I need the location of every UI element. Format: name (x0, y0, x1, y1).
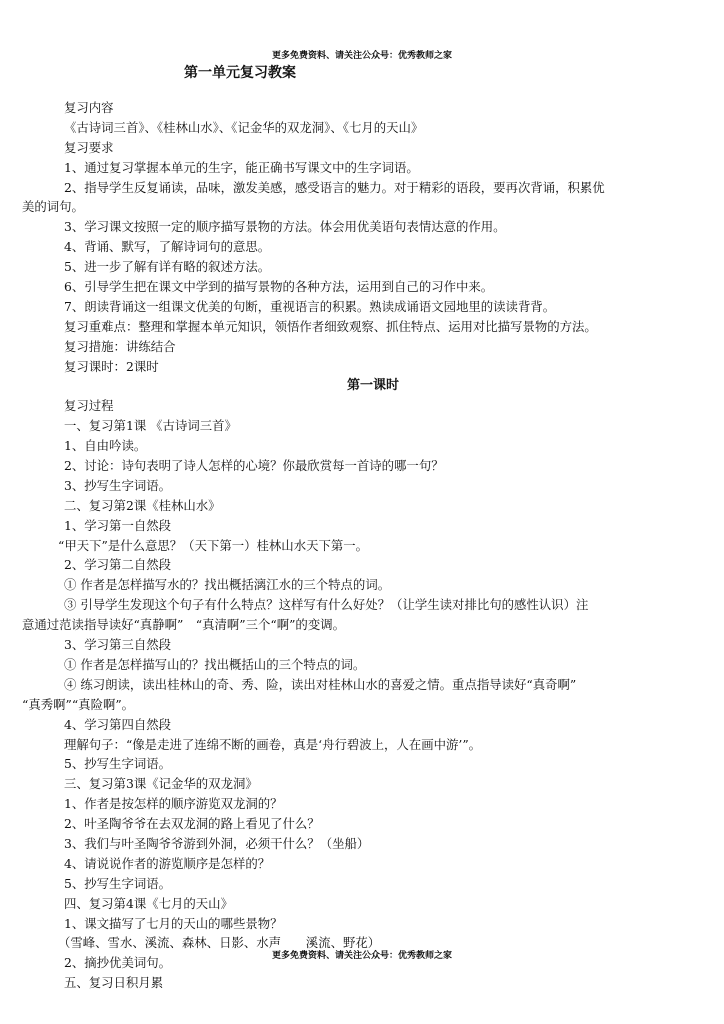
section-3-item: 2、叶圣陶爷爷在去双龙洞的路上看见了什么？ (64, 816, 320, 832)
section-1-item: 1、自由吟读。 (64, 438, 147, 454)
section-2-para-2: 2、学习第二自然段 (64, 557, 172, 573)
section-2-para-1: 1、学习第一自然段 (64, 517, 172, 533)
section-2-para-2-b: ③ 引导学生发现这个句子有什么特点？这样写有什么好处？（让学生读对排比句的感性认识）注 (64, 597, 589, 613)
lesson-list: 《古诗词三首》、《桂林山水》、《记金华的双龙洞》、《七月的天山》 (64, 119, 424, 135)
review-hours: 复习课时：2课时 (64, 358, 159, 374)
section-2-para-2-b-cont: 意通过范读指导读好“真静啊” “真清啊”三个“啊”的变调。 (22, 617, 345, 633)
section-2-para-2-a: ① 作者是怎样描写水的？找出概括漓江水的三个特点的词。 (64, 577, 391, 593)
requirement-6: 6、引导学生把在课文中学到的描写景物的各种方法，运用到自己的习作中来。 (64, 279, 494, 295)
requirement-2: 2、指导学生反复诵读，品味，激发美感，感受语言的魅力。对于精彩的语段，要再次背诵，积累优 (64, 179, 605, 195)
document-body (22, 98, 708, 993)
requirement-3: 3、学习课文按照一定的顺序描写景物的方法。体会用优美语句表情达意的作用。 (64, 219, 506, 235)
content-label: 复习内容 (64, 100, 114, 115)
section-3-item: 4、请说说作者的游览顺序是怎样的？ (64, 855, 271, 871)
section-5-title: 五、复习日积月累 (64, 975, 164, 991)
section-2-para-3: 3、学习第三自然段 (64, 637, 172, 653)
section-2-para-4-a: 理解句子：“像是走进了连绵不断的画卷，真是‘舟行碧波上，人在画中游’”。 (64, 736, 482, 752)
requirement-1: 1、通过复习掌握本单元的生字，能正确书写课文中的生字词语。 (64, 159, 419, 175)
requirement-4: 4、背诵、默写，了解诗词句的意思。 (64, 239, 271, 255)
section-3-title: 三、复习第3课《记金华的双龙洞》 (64, 776, 258, 792)
section-4-question-2: 2、摘抄优美词句。 (64, 955, 172, 971)
process-label: 复习过程 (64, 398, 114, 414)
section-2-para-4: 4、学习第四自然段 (64, 716, 172, 732)
section-2-title: 二、复习第2课《桂林山水》 (64, 497, 221, 513)
section-1-item: 3、抄写生字词语。 (64, 477, 172, 493)
requirement-7: 7、朗读背诵这一组课文优美的句断，重视语言的积累。熟读成诵语文园地里的读读背背。 (64, 298, 556, 314)
section-4-title: 四、复习第4课《七月的天山》 (64, 895, 233, 911)
section-2-para-5: 5、抄写生字词语。 (64, 756, 172, 772)
section-3-item: 5、抄写生字词语。 (64, 875, 172, 891)
section-4-question-1: 1、课文描写了七月的天山的哪些景物？ (64, 915, 283, 931)
footer-note: 更多免费资料、请关注公众号：优秀教师之家 (271, 951, 452, 961)
requirement-2-cont: 美的词句。 (22, 199, 84, 215)
section-2-para-1-question: “甲天下”是什么意思？（天下第一）桂林山水天下第一。 (58, 537, 369, 553)
section-2-para-3-a: ① 作者是怎样描写山的？找出概括山的三个特点的词。 (64, 656, 366, 672)
section-1-title: 一、复习第1课 《古诗词三首》 (64, 418, 237, 434)
lesson-heading: 第一课时 (347, 378, 400, 394)
requirement-5: 5、进一步了解有详有略的叙述方法。 (64, 259, 271, 275)
section-4-answer-1: （雪峰、雪水、溪流、森林、日影、水声 溪流、野花） (58, 935, 381, 951)
section-3-item: 3、我们与叶圣陶爷爷游到外洞，必须干什么？（坐船） (64, 835, 370, 851)
section-2-para-3-b-cont: “真秀啊”“真险啊”。 (22, 696, 135, 712)
section-1-item: 2、讨论：诗句表明了诗人怎样的心境？你最欣赏每一首诗的哪一句？ (64, 458, 444, 474)
header-note: 更多免费资料、请关注公众号：优秀教师之家 (271, 51, 452, 61)
section-3-item: 1、作者是按怎样的顺序游览双龙洞的？ (64, 796, 283, 812)
page-title: 第一单元复习教案 (184, 65, 296, 81)
requirements-label: 复习要求 (64, 139, 114, 155)
focus-points: 复习重难点：整理和掌握本单元知识，领悟作者细致观察、抓住特点、运用对比描写景物的方法。 (64, 318, 597, 334)
review-measures: 复习措施：讲练结合 (64, 338, 176, 354)
section-2-para-3-b: ④ 练习朗读，读出桂林山的奇、秀、险，读出对桂林山水的喜爱之情。重点指导读好“真奇啊” (64, 676, 577, 692)
